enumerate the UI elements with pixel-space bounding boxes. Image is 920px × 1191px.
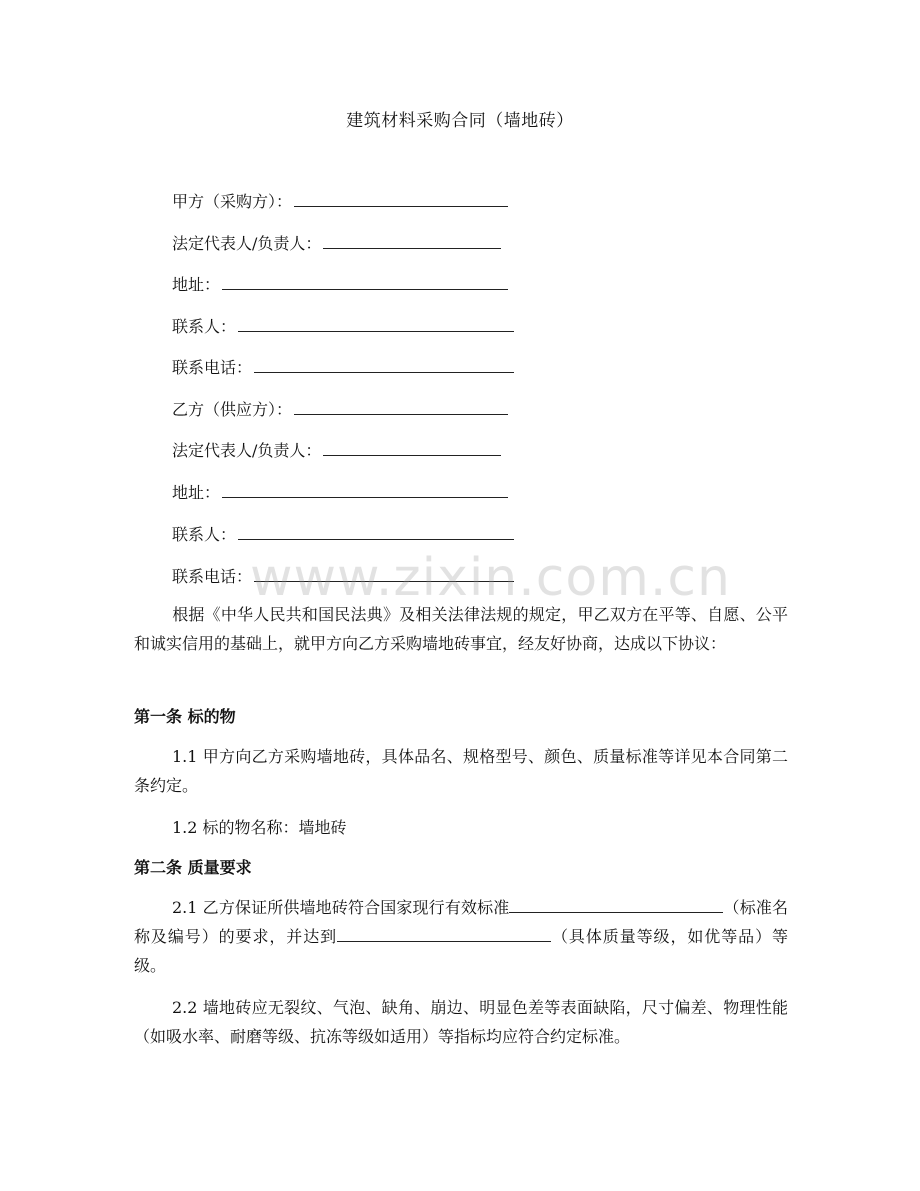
party-a-phone-field <box>172 356 514 379</box>
party-a-phone-blank[interactable] <box>254 356 514 373</box>
article-2-1-text-c: （具体质量等级，如优等品）等级。 <box>134 927 788 975</box>
party-a-name-field <box>172 190 508 213</box>
party-b-address-blank[interactable] <box>222 481 508 498</box>
article-1-1-text: 1.1 甲方向乙方采购墙地砖，具体品名、规格型号、颜色、质量标准等详见本合同第二条约定。 <box>134 747 788 795</box>
party-a-name-blank[interactable] <box>294 190 508 207</box>
party-a-contact-field <box>172 315 514 338</box>
article-2-2-paragraph <box>134 993 788 1051</box>
preamble-text: 根据《中华人民共和国民法典》及相关法律法规的规定，甲乙双方在平等、自愿、公平和诚实信用的基础上，就甲方向乙方采购墙地砖事宜，经友好协商，达成以下协议： <box>134 605 788 653</box>
party-b-address-label: 地址： <box>172 483 221 502</box>
contract-title: 建筑材料采购合同（墙地砖） <box>346 111 574 131</box>
party-a-rep-field <box>172 232 501 255</box>
party-b-rep-field <box>172 439 501 462</box>
party-a-phone-label: 联系电话： <box>172 358 253 377</box>
article-2-2-text: 2.2 墙地砖应无裂纹、气泡、缺角、崩边、明显色差等表面缺陷，尺寸偏差、物理性能（如吸水率、耐磨等级、抗冻等级如适用）等指标均应符合约定标准。 <box>134 998 788 1046</box>
party-b-name-label: 乙方（供应方）： <box>172 400 293 419</box>
party-a-name-label: 甲方（采购方）： <box>172 192 293 211</box>
party-b-rep-label: 法定代表人/负责人： <box>172 441 322 460</box>
article-2-heading: 第二条 质量要求 <box>134 858 252 877</box>
party-a-contact-label: 联系人： <box>172 317 237 336</box>
party-b-phone-blank[interactable] <box>254 565 514 582</box>
party-b-contact-blank[interactable] <box>238 523 514 540</box>
party-a-contact-blank[interactable] <box>238 315 514 332</box>
party-a-rep-blank[interactable] <box>323 232 501 249</box>
article-1-2-text: 1.2 标的物名称：墙地砖 <box>172 818 347 837</box>
party-b-address-field <box>172 481 508 504</box>
article-2-1-text-b: （标准名称及编号）的要求，并达到 <box>134 898 788 946</box>
watermark: www.zixin.com.cn <box>250 548 731 608</box>
party-b-phone-label: 联系电话： <box>172 567 253 586</box>
party-b-phone-field <box>172 565 514 588</box>
preamble-paragraph <box>134 600 788 658</box>
party-b-contact-field <box>172 523 514 546</box>
party-b-rep-blank[interactable] <box>323 439 501 456</box>
article-2-1-text-a: 2.1 乙方保证所供墙地砖符合国家现行有效标准 <box>172 898 510 917</box>
party-a-address-label: 地址： <box>172 275 221 294</box>
article-1-1-paragraph <box>134 742 788 800</box>
party-a-address-field <box>172 273 508 296</box>
party-b-name-field <box>172 398 508 421</box>
article-2-1-paragraph <box>134 893 788 980</box>
party-a-rep-label: 法定代表人/负责人： <box>172 234 322 253</box>
article-1-heading: 第一条 标的物 <box>134 707 236 726</box>
party-b-name-blank[interactable] <box>294 398 508 415</box>
party-a-address-blank[interactable] <box>222 273 508 290</box>
article-1-2-paragraph <box>134 813 788 842</box>
party-b-contact-label: 联系人： <box>172 525 237 544</box>
standard-name-blank[interactable] <box>509 896 723 913</box>
quality-grade-blank[interactable] <box>337 925 551 942</box>
